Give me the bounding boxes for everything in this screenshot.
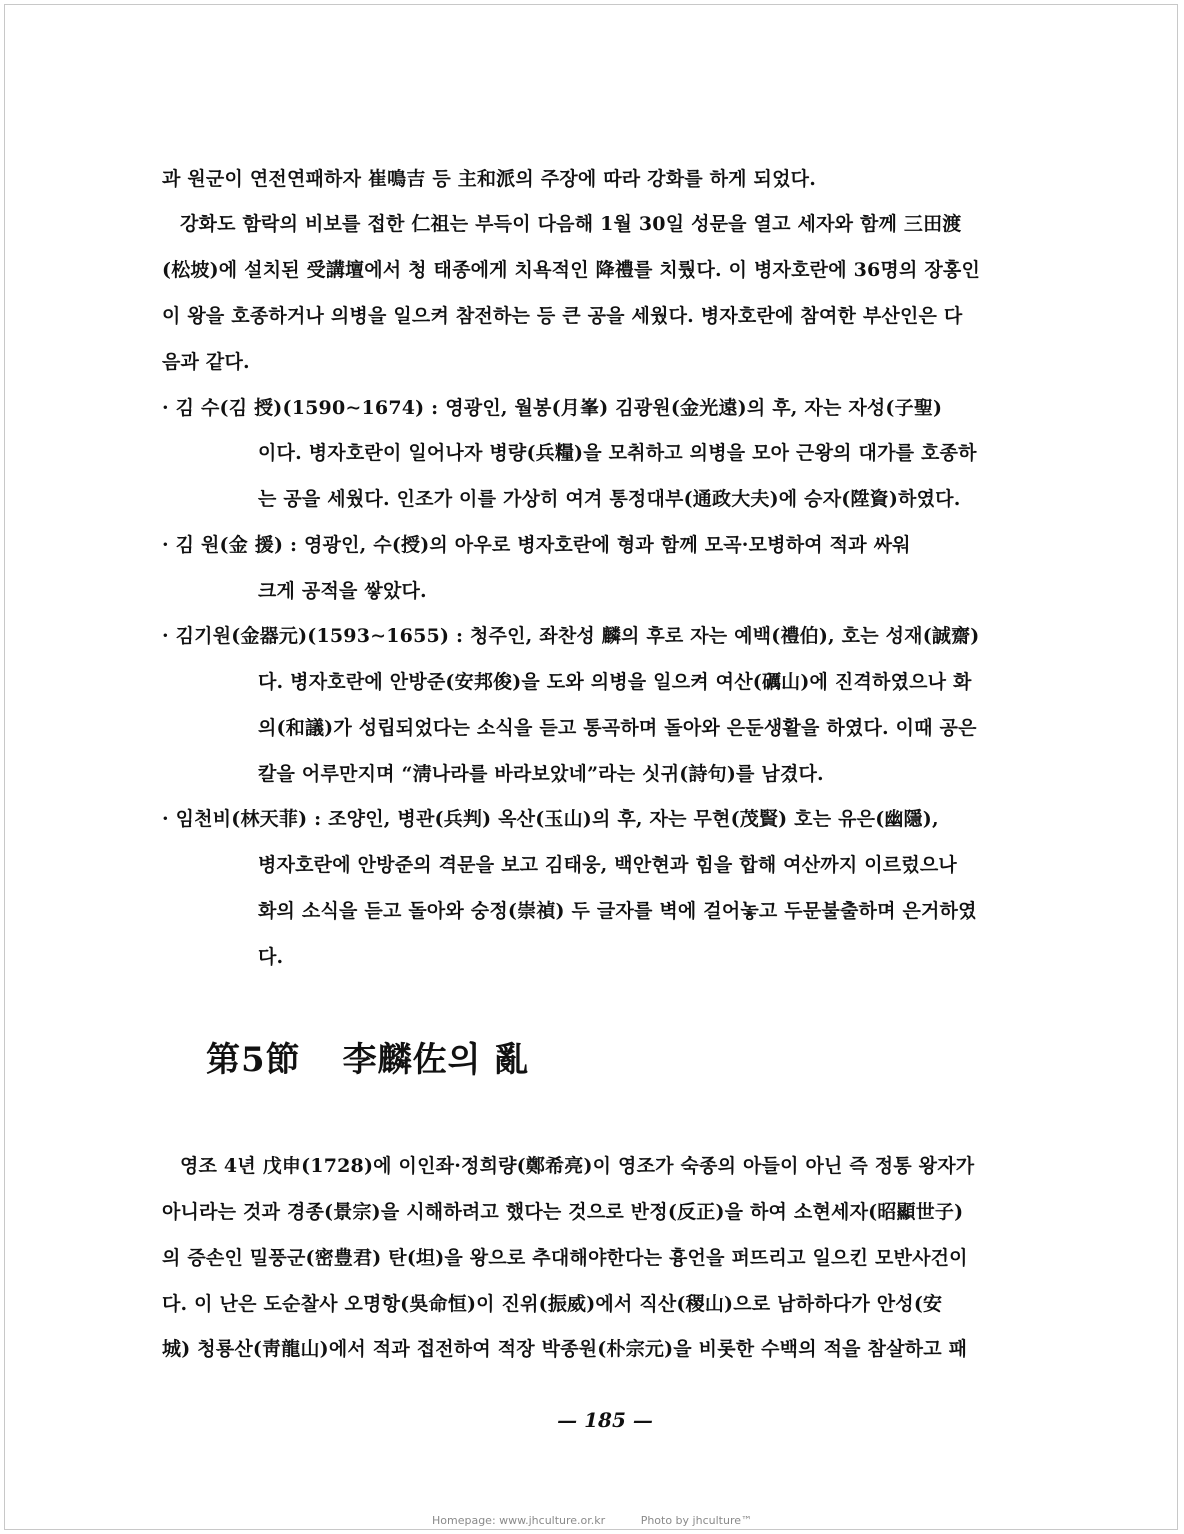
footer (0, 1514, 1184, 1527)
bullet-entry-kim-won: · 김 원(金 援) : 영광인, 수(授)의 아우로 병자호란에 형과 함께 모곡·모병하여 적과 싸워 (162, 534, 911, 556)
text-line: (松坡)에 설치된 受講壇에서 청 태종에게 치욕적인 降禮를 치뤘다. 이 병자호란에 36명의 장홍인 (162, 259, 981, 281)
text-line: 크게 공적을 쌓았다. (258, 580, 427, 602)
footer-photo-credit: Photo by jhculture™ (640, 1514, 752, 1527)
text-line: 과 원군이 연전연패하자 崔鳴吉 등 主和派의 주장에 따라 강화를 하게 되었다. (162, 168, 817, 190)
text-line: 이 왕을 호종하거나 의병을 일으켜 참전하는 등 큰 공을 세웠다. 병자호란에 참여한 부산인은 다 (162, 305, 963, 327)
text-line: 아니라는 것과 경종(景宗)을 시해하려고 했다는 것으로 반정(反正)을 하여 소현세자(昭顯世子) (162, 1201, 964, 1223)
bullet-entry-kim-giwon: · 김기원(金器元)(1593∼1655) : 청주인, 좌찬성 麟의 후로 자는 예백(禮伯), 호는 성재(誠齋) (162, 625, 980, 647)
text-line: 화의 소식을 듣고 돌아와 숭정(崇禎) 두 글자를 벽에 걸어놓고 두문불출하며 은거하였 (258, 900, 977, 922)
section-title: 李麟佐의 亂 (342, 1040, 530, 1080)
text-line: 영조 4년 戊申(1728)에 이인좌·정희량(鄭希亮)이 영조가 숙종의 아들이 아닌 즉 정통 왕자가 (180, 1155, 975, 1177)
text-line: 다. (258, 946, 284, 968)
text-line: 이다. 병자호란이 일어나자 병량(兵糧)을 모취하고 의병을 모아 근왕의 대가를 호종하 (258, 442, 977, 464)
text-line: 강화도 함락의 비보를 접한 仁祖는 부득이 다음해 1월 30일 성문을 열고 세자와 함께 三田渡 (180, 213, 962, 235)
text-line: 다. 이 난은 도순찰사 오명항(吳命恒)이 진위(振威)에서 직산(稷山)으로 남하하다가 안성(安 (162, 1293, 943, 1315)
text-line: 칼을 어루만지며 “淸나라를 바라보았네”라는 싯귀(詩句)를 남겼다. (258, 763, 824, 785)
text-line: 의 증손인 밀풍군(密豊君) 탄(坦)을 왕으로 추대해야한다는 흉언을 퍼뜨리고 일으킨 모반사건이 (162, 1247, 968, 1269)
section-heading (206, 1032, 529, 1081)
bullet-entry-kim-su: · 김 수(김 授)(1590∼1674) : 영광인, 월봉(月峯) 김광원(金光遠)의 후, 자는 자성(子聖) (162, 397, 943, 419)
text-line: 는 공을 세웠다. 인조가 이를 가상히 여겨 통정대부(通政大夫)에 승자(陞資)하였다. (258, 488, 961, 510)
page-number: — 185 — (557, 1408, 653, 1432)
text-line: 의(和議)가 성립되었다는 소식을 듣고 통곡하며 돌아와 은둔생활을 하였다. 이때 공은 (258, 717, 977, 739)
bullet-entry-im-cheonbi: · 임천비(林天菲) : 조양인, 병관(兵判) 옥산(玉山)의 후, 자는 무현(茂賢) 호는 유은(幽隱), (162, 808, 939, 830)
text-line: 다. 병자호란에 안방준(安邦俊)을 도와 의병을 일으켜 여산(礪山)에 진격하였으나 화 (258, 671, 972, 693)
text-line: 城) 청룡산(靑龍山)에서 적과 접전하여 적장 박종원(朴宗元)을 비롯한 수백의 적을 참살하고 패 (162, 1338, 968, 1360)
text-line: 병자호란에 안방준의 격문을 보고 김태웅, 백안현과 힘을 합해 여산까지 이르렀으나 (258, 854, 957, 876)
footer-homepage[interactable]: Homepage: www.jhculture.or.kr (431, 1514, 606, 1527)
section-number: 第5節 (206, 1040, 301, 1080)
text-line: 음과 같다. (162, 351, 250, 373)
